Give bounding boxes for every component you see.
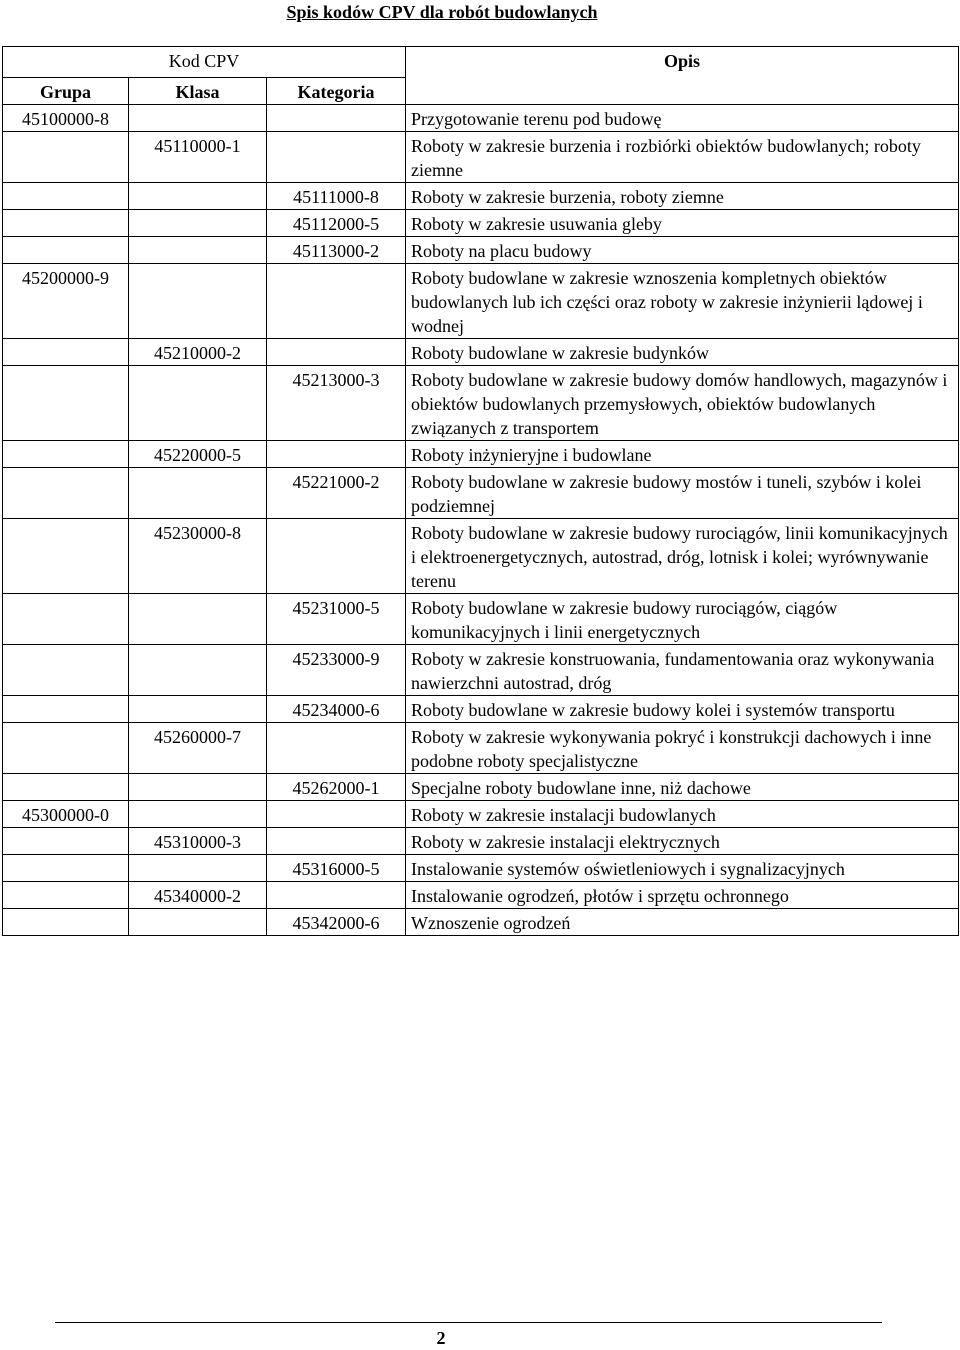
cell-grupa [3, 855, 129, 882]
table-row [3, 696, 959, 723]
table-row [3, 183, 959, 210]
cell-grupa [3, 210, 129, 237]
table-row [3, 645, 959, 696]
cell-grupa: 45200000-9 [3, 264, 129, 339]
cell-klasa: 45210000-2 [129, 339, 267, 366]
cell-klasa [129, 468, 267, 519]
cell-kategoria: 45112000-5 [267, 210, 406, 237]
table-header [3, 47, 959, 105]
cell-opis: Wznoszenie ogrodzeń [406, 909, 959, 936]
cell-klasa [129, 264, 267, 339]
table-row [3, 594, 959, 645]
cell-klasa: 45110000-1 [129, 132, 267, 183]
table-row [3, 519, 959, 594]
cell-klasa [129, 594, 267, 645]
cell-kategoria [267, 105, 406, 132]
header-kategoria: Kategoria [267, 78, 406, 105]
cell-grupa: 45100000-8 [3, 105, 129, 132]
table-row [3, 723, 959, 774]
table-row [3, 264, 959, 339]
cell-opis: Roboty budowlane w zakresie budowy kolei i systemów transportu [406, 696, 959, 723]
cell-grupa [3, 774, 129, 801]
table-row [3, 132, 959, 183]
table-row [3, 441, 959, 468]
cell-grupa [3, 366, 129, 441]
cell-opis: Roboty w zakresie instalacji elektrycznych [406, 828, 959, 855]
cell-grupa [3, 183, 129, 210]
cell-klasa [129, 105, 267, 132]
cell-klasa [129, 801, 267, 828]
cell-klasa [129, 909, 267, 936]
cell-opis: Roboty budowlane w zakresie budowy rurociągów, linii komunikacyjnych i elektroenergetycznych, autostrad, dróg, lotnisk i kolei; wyrównywanie terenu [406, 519, 959, 594]
cell-grupa [3, 519, 129, 594]
footer-divider [55, 1322, 882, 1323]
cell-grupa [3, 441, 129, 468]
cell-klasa [129, 183, 267, 210]
table-body [3, 105, 959, 936]
cell-kategoria: 45262000-1 [267, 774, 406, 801]
cell-grupa [3, 645, 129, 696]
table-row [3, 105, 959, 132]
cell-klasa: 45220000-5 [129, 441, 267, 468]
header-grupa: Grupa [3, 78, 129, 105]
cell-kategoria [267, 801, 406, 828]
table-row [3, 801, 959, 828]
cell-grupa [3, 909, 129, 936]
table-row [3, 210, 959, 237]
cell-kategoria: 45221000-2 [267, 468, 406, 519]
cell-kategoria: 45111000-8 [267, 183, 406, 210]
cell-grupa [3, 132, 129, 183]
table-row [3, 774, 959, 801]
cell-opis: Roboty budowlane w zakresie budowy domów handlowych, magazynów i obiektów budowlanych przemysłowych, obiektów budowlanych związanych z transportem [406, 366, 959, 441]
cell-klasa: 45310000-3 [129, 828, 267, 855]
table-row [3, 468, 959, 519]
cell-grupa [3, 237, 129, 264]
table-row [3, 366, 959, 441]
cell-kategoria [267, 264, 406, 339]
cell-opis: Roboty budowlane w zakresie budowy mostów i tuneli, szybów i kolei podziemnej [406, 468, 959, 519]
cell-klasa [129, 696, 267, 723]
document-title: Spis kodów CPV dla robót budowlanych [286, 2, 598, 22]
cell-klasa [129, 210, 267, 237]
cell-grupa [3, 696, 129, 723]
cell-grupa [3, 882, 129, 909]
cell-opis: Roboty w zakresie usuwania gleby [406, 210, 959, 237]
cell-opis: Roboty w zakresie instalacji budowlanych [406, 801, 959, 828]
cell-opis: Roboty w zakresie burzenia, roboty ziemne [406, 183, 959, 210]
cell-kategoria: 45316000-5 [267, 855, 406, 882]
table-row [3, 882, 959, 909]
cell-opis: Roboty w zakresie burzenia i rozbiórki obiektów budowlanych; roboty ziemne [406, 132, 959, 183]
cell-kategoria: 45342000-6 [267, 909, 406, 936]
header-opis: Opis [406, 47, 959, 105]
cell-kategoria [267, 339, 406, 366]
cell-klasa: 45260000-7 [129, 723, 267, 774]
cell-grupa [3, 468, 129, 519]
cell-opis: Instalowanie systemów oświetleniowych i sygnalizacyjnych [406, 855, 959, 882]
cell-opis: Roboty w zakresie konstruowania, fundamentowania oraz wykonywania nawierzchni autostrad, dróg [406, 645, 959, 696]
table-row [3, 339, 959, 366]
cell-opis: Roboty budowlane w zakresie wznoszenia kompletnych obiektów budowlanych lub ich części oraz roboty w zakresie inżynierii lądowej i wodnej [406, 264, 959, 339]
table-row [3, 828, 959, 855]
table-row [3, 237, 959, 264]
cell-grupa [3, 723, 129, 774]
cell-klasa [129, 774, 267, 801]
cell-kategoria [267, 828, 406, 855]
cell-opis: Przygotowanie terenu pod budowę [406, 105, 959, 132]
cell-kategoria: 45234000-6 [267, 696, 406, 723]
header-klasa: Klasa [129, 78, 267, 105]
cell-opis: Specjalne roboty budowlane inne, niż dachowe [406, 774, 959, 801]
cell-kategoria [267, 441, 406, 468]
cell-klasa [129, 855, 267, 882]
cell-opis: Roboty inżynieryjne i budowlane [406, 441, 959, 468]
cell-kategoria: 45231000-5 [267, 594, 406, 645]
cell-klasa: 45340000-2 [129, 882, 267, 909]
page-number: 2 [436, 1328, 446, 1348]
table-row [3, 909, 959, 936]
header-kod-cpv: Kod CPV [3, 47, 406, 78]
header-row-top [3, 47, 959, 78]
table-row [3, 855, 959, 882]
cell-grupa [3, 828, 129, 855]
cell-grupa: 45300000-0 [3, 801, 129, 828]
cell-grupa [3, 594, 129, 645]
cell-kategoria: 45113000-2 [267, 237, 406, 264]
cell-klasa [129, 645, 267, 696]
cell-kategoria [267, 519, 406, 594]
cpv-table [2, 46, 959, 936]
cell-opis: Roboty budowlane w zakresie budynków [406, 339, 959, 366]
cell-opis: Roboty na placu budowy [406, 237, 959, 264]
cell-opis: Roboty budowlane w zakresie budowy rurociągów, ciągów komunikacyjnych i linii energetycznych [406, 594, 959, 645]
cell-grupa [3, 339, 129, 366]
cell-kategoria: 45233000-9 [267, 645, 406, 696]
cell-klasa [129, 366, 267, 441]
cell-kategoria [267, 882, 406, 909]
cell-klasa: 45230000-8 [129, 519, 267, 594]
cell-klasa [129, 237, 267, 264]
cell-kategoria [267, 132, 406, 183]
cell-kategoria: 45213000-3 [267, 366, 406, 441]
cell-opis: Instalowanie ogrodzeń, płotów i sprzętu ochronnego [406, 882, 959, 909]
cell-kategoria [267, 723, 406, 774]
cell-opis: Roboty w zakresie wykonywania pokryć i konstrukcji dachowych i inne podobne roboty specjalistyczne [406, 723, 959, 774]
